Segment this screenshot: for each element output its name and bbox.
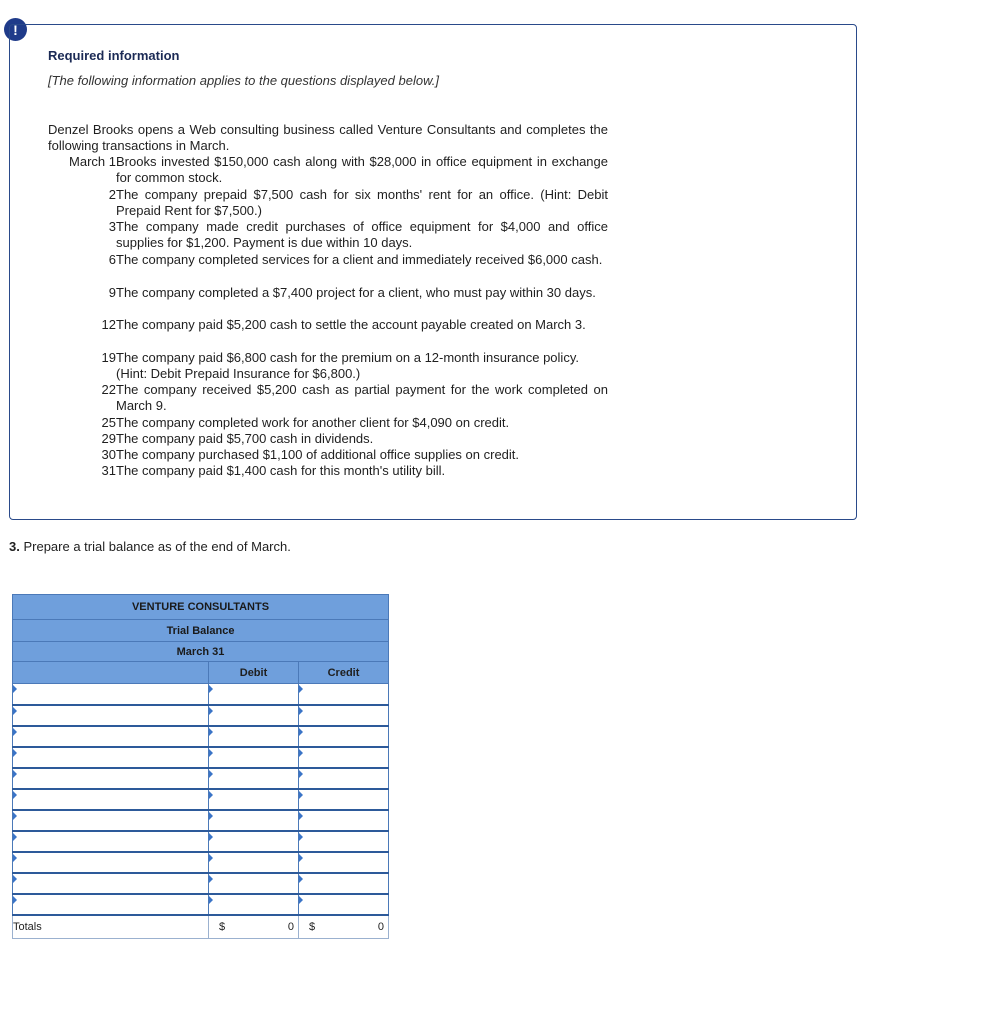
question-text: Prepare a trial balance as of the end of March. (23, 539, 291, 554)
transaction-description: The company made credit purchases of office equipment for $4,000 and office supplies for $1,200. Payment is due within 10 days. (116, 219, 608, 250)
transaction-description: The company paid $6,800 cash for the premium on a 12-month insurance policy. (Hint: Debit Prepaid Insurance for $6,800.) (116, 350, 579, 381)
transaction-item (48, 350, 608, 382)
transaction-item (48, 154, 608, 186)
debit-input-cell (209, 768, 299, 789)
transaction-day: 9 (108, 285, 116, 300)
debit-total-currency: $ (219, 920, 226, 933)
debit-input[interactable] (209, 853, 298, 872)
totals-label: Totals (13, 915, 209, 939)
credit-input[interactable] (299, 853, 388, 872)
account-title-input[interactable] (13, 853, 208, 872)
credit-input-cell (299, 705, 389, 726)
account-title-input[interactable] (13, 832, 208, 851)
credit-input[interactable] (299, 706, 388, 725)
transaction-description: The company paid $5,200 cash to settle the account payable created on March 3. (116, 317, 586, 332)
transaction-item (48, 285, 608, 317)
transaction-item (48, 187, 608, 219)
account-title-input[interactable] (13, 769, 208, 788)
transaction-item (48, 317, 608, 349)
debit-input[interactable] (209, 727, 298, 746)
account-title-input-cell (13, 894, 209, 915)
account-title-input[interactable] (13, 748, 208, 767)
question-number: 3. (9, 539, 20, 554)
transaction-day: 2 (108, 187, 116, 202)
alert-icon: ! (4, 18, 27, 41)
transaction-item (48, 219, 608, 251)
credit-input-cell (299, 726, 389, 747)
account-title-input[interactable] (13, 706, 208, 725)
statement-title-header: Trial Balance (13, 620, 389, 642)
debit-input[interactable] (209, 769, 298, 788)
credit-input-cell (299, 873, 389, 894)
credit-input-cell (299, 684, 389, 705)
debit-column-header: Debit (209, 662, 299, 684)
debit-input[interactable] (209, 895, 298, 914)
credit-input[interactable] (299, 684, 388, 704)
table-row (13, 789, 389, 810)
account-column-header (13, 662, 209, 684)
transaction-day: 6 (108, 252, 116, 267)
debit-input[interactable] (209, 811, 298, 830)
transaction-day: 31 (101, 463, 116, 478)
debit-input-cell (209, 726, 299, 747)
transaction-description: The company completed services for a client and immediately received $6,000 cash. (116, 252, 603, 267)
question-prompt (9, 539, 291, 554)
account-title-input-cell (13, 789, 209, 810)
debit-input-cell (209, 789, 299, 810)
credit-input-cell (299, 831, 389, 852)
transaction-day: 12 (101, 317, 116, 332)
debit-input-cell (209, 747, 299, 768)
credit-total-currency: $ (309, 920, 316, 933)
account-title-input[interactable] (13, 727, 208, 746)
credit-input[interactable] (299, 727, 388, 746)
debit-input[interactable] (209, 706, 298, 725)
transaction-description: The company received $5,200 cash as partial payment for the work completed on March 9. (116, 382, 608, 413)
credit-input[interactable] (299, 895, 388, 914)
debit-input-cell (209, 684, 299, 705)
statement-date-header: March 31 (13, 642, 389, 662)
credit-input-cell (299, 852, 389, 873)
transaction-description: The company prepaid $7,500 cash for six months' rent for an office. (Hint: Debit Prepaid Rent for $7,500.) (116, 187, 608, 218)
credit-input-cell (299, 789, 389, 810)
account-title-input-cell (13, 768, 209, 789)
required-information-title: Required information (48, 48, 180, 63)
credit-input[interactable] (299, 811, 388, 830)
table-row (13, 810, 389, 831)
credit-input-cell (299, 747, 389, 768)
account-title-input-cell (13, 852, 209, 873)
account-title-input-cell (13, 684, 209, 705)
account-title-input[interactable] (13, 895, 208, 914)
account-title-input-cell (13, 705, 209, 726)
table-row (13, 873, 389, 894)
transaction-day: 22 (101, 382, 116, 397)
debit-input-cell (209, 705, 299, 726)
transaction-day: 25 (101, 415, 116, 430)
table-row (13, 894, 389, 915)
debit-input[interactable] (209, 874, 298, 893)
company-name-header: VENTURE CONSULTANTS (13, 595, 389, 620)
transaction-description: The company purchased $1,100 of additional office supplies on credit. (116, 447, 520, 462)
transaction-item (48, 252, 608, 284)
debit-input[interactable] (209, 684, 298, 704)
transaction-description: The company completed work for another client for $4,090 on credit. (116, 415, 510, 430)
debit-input[interactable] (209, 832, 298, 851)
credit-input-cell (299, 894, 389, 915)
transaction-description: The company paid $1,400 cash for this month's utility bill. (116, 463, 446, 478)
table-row (13, 852, 389, 873)
transaction-description: The company completed a $7,400 project for a client, who must pay within 30 days. (116, 285, 596, 300)
transaction-item (48, 431, 608, 447)
credit-input[interactable] (299, 790, 388, 809)
transaction-day: 19 (101, 350, 116, 365)
transaction-item (48, 463, 608, 479)
debit-input-cell (209, 894, 299, 915)
debit-input-cell (209, 852, 299, 873)
table-row (13, 726, 389, 747)
transaction-day: 3 (108, 219, 116, 234)
credit-input[interactable] (299, 832, 388, 851)
credit-input-cell (299, 810, 389, 831)
account-title-input[interactable] (13, 811, 208, 830)
trial-balance-table (12, 594, 389, 939)
table-row (13, 747, 389, 768)
table-row (13, 768, 389, 789)
account-title-input-cell (13, 726, 209, 747)
credit-input[interactable] (299, 769, 388, 788)
transaction-description: The company paid $5,700 cash in dividends. (116, 431, 374, 446)
debit-input-cell (209, 873, 299, 894)
transaction-item (48, 447, 608, 463)
account-title-input-cell (13, 873, 209, 894)
required-information-note: [The following information applies to the questions displayed below.] (48, 73, 439, 88)
debit-total (209, 915, 299, 939)
account-title-input[interactable] (13, 874, 208, 893)
transaction-description: Brooks invested $150,000 cash along with $28,000 in office equipment in exchange for common stock. (116, 154, 608, 185)
account-title-input-cell (13, 747, 209, 768)
transaction-day: 29 (101, 431, 116, 446)
account-title-input[interactable] (13, 684, 208, 704)
transaction-item (48, 382, 608, 414)
credit-input[interactable] (299, 874, 388, 893)
credit-column-header: Credit (299, 662, 389, 684)
credit-input-cell (299, 768, 389, 789)
table-row (13, 705, 389, 726)
debit-total-value: 0 (287, 920, 294, 933)
scenario-intro: Denzel Brooks opens a Web consulting business called Venture Consultants and completes the following transactions in March. (48, 122, 608, 153)
credit-total-value: 0 (377, 920, 384, 933)
transaction-item (48, 415, 608, 431)
debit-input-cell (209, 810, 299, 831)
credit-input[interactable] (299, 748, 388, 767)
account-title-input-cell (13, 831, 209, 852)
debit-input-cell (209, 831, 299, 852)
table-row (13, 684, 389, 705)
table-row (13, 831, 389, 852)
debit-input[interactable] (209, 748, 298, 767)
debit-input[interactable] (209, 790, 298, 809)
transaction-day: March 1 (69, 154, 116, 169)
account-title-input[interactable] (13, 790, 208, 809)
credit-total (299, 915, 389, 939)
account-title-input-cell (13, 810, 209, 831)
transaction-day: 30 (101, 447, 116, 462)
